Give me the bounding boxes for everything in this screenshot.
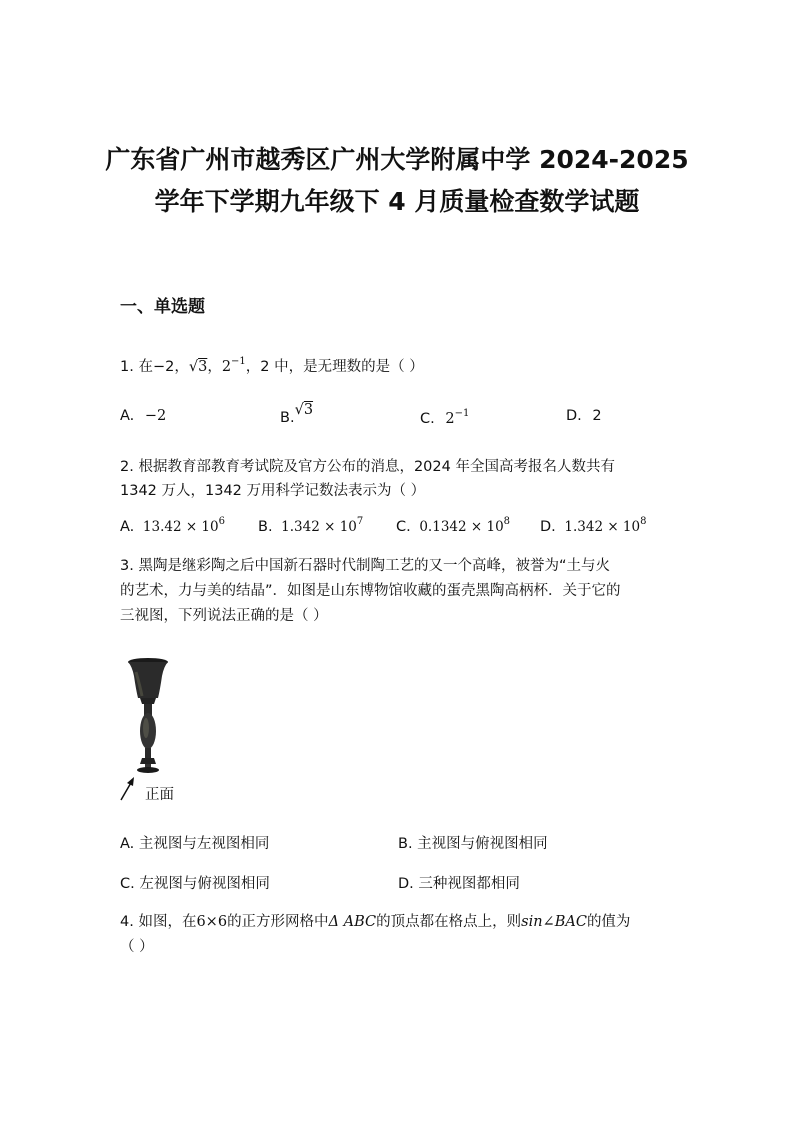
q1-sep: ， bbox=[207, 359, 222, 375]
q2-option-a[interactable] bbox=[120, 516, 225, 535]
question-3-line3: 三视图，下列说法正确的是（ ） bbox=[120, 608, 328, 624]
question-2-line1: 2. 根据教育部教育考试院及官方公布的消息，2024 年全国高考报名人数共有 bbox=[120, 459, 615, 475]
sqrt-symbol: √ bbox=[294, 402, 304, 418]
option-label: C. bbox=[420, 411, 435, 427]
q1-stem-start: 1. 在−2， bbox=[120, 359, 189, 375]
option-value: 2 bbox=[592, 408, 602, 424]
front-view-arrow-icon bbox=[118, 775, 138, 803]
q3-option-d[interactable]: D. 三种视图都相同 bbox=[398, 876, 520, 892]
q1-power-exp: −1 bbox=[231, 356, 246, 367]
q2-option-d[interactable] bbox=[540, 516, 647, 535]
option-label: D. bbox=[540, 519, 556, 535]
exam-title-line2: 学年下学期九年级下 4 月质量检查数学试题 bbox=[154, 187, 640, 216]
q2-option-c[interactable] bbox=[396, 516, 510, 535]
option-value: 2 bbox=[445, 411, 455, 427]
q1-option-d[interactable] bbox=[566, 408, 602, 424]
exam-title-line1: 广东省广州市越秀区广州大学附属中学 2024-2025 bbox=[105, 145, 689, 174]
q4-text-c: 的顶点都在格点上，则 bbox=[376, 914, 522, 930]
question-3-line2: 的艺术，力与美的结晶”．如图是山东博物馆收藏的蛋壳黑陶高柄杯．关于它的 bbox=[120, 583, 621, 599]
option-label: B. bbox=[258, 519, 273, 535]
q1-power-base: 2 bbox=[221, 359, 232, 375]
q2-option-b[interactable] bbox=[258, 516, 363, 535]
option-value: 13.42 × 10 bbox=[142, 519, 219, 535]
q1-sqrt-radicand: 3 bbox=[198, 359, 208, 375]
figure-label-front: 正面 bbox=[145, 787, 174, 803]
option-label: B. bbox=[280, 410, 295, 426]
q4-sin-expression: sin∠BAC bbox=[521, 914, 587, 930]
option-value: 3 bbox=[303, 402, 314, 418]
q4-text-b: 的正方形网格中 bbox=[227, 914, 329, 930]
q1-option-c[interactable] bbox=[420, 408, 469, 427]
option-exp: −1 bbox=[454, 408, 470, 419]
option-exp: 8 bbox=[503, 516, 511, 527]
q4-text-a: 4. 如图，在 bbox=[120, 914, 197, 930]
option-value: 1.342 × 10 bbox=[281, 519, 357, 535]
sqrt-symbol: √ bbox=[188, 359, 199, 375]
q4-text-d: 的值为 bbox=[586, 914, 631, 930]
q4-triangle: Δ ABC bbox=[328, 914, 377, 930]
q1-option-a[interactable] bbox=[120, 408, 166, 424]
question-3-line1: 3. 黑陶是继彩陶之后中国新石器时代制陶工艺的又一个高峰，被誉为“土与火 bbox=[120, 558, 610, 574]
q1-option-b[interactable] bbox=[280, 402, 314, 426]
q1-stem-end: ，2 中，是无理数的是（ ） bbox=[245, 359, 424, 375]
option-value: −2 bbox=[144, 408, 167, 424]
option-label: D. bbox=[566, 408, 582, 424]
option-label: A. bbox=[120, 519, 135, 535]
option-value: 0.1342 × 10 bbox=[419, 519, 504, 535]
option-label: A. bbox=[120, 408, 135, 424]
option-label: C. bbox=[396, 519, 411, 535]
question-4-line1 bbox=[120, 910, 630, 931]
q3-option-b[interactable]: B. 主视图与俯视图相同 bbox=[398, 836, 548, 852]
q4-grid-size: 6×6 bbox=[196, 914, 228, 930]
question-4-line2: （ ） bbox=[120, 939, 154, 955]
option-value: 1.342 × 10 bbox=[564, 519, 641, 535]
section-heading: 一、单选题 bbox=[120, 297, 205, 317]
q3-option-c[interactable]: C. 左视图与俯视图相同 bbox=[120, 876, 270, 892]
q3-option-a[interactable]: A. 主视图与左视图相同 bbox=[120, 836, 270, 852]
question-2-line2: 1342 万人，1342 万用科学记数法表示为（ ） bbox=[120, 483, 426, 499]
option-exp: 8 bbox=[640, 516, 647, 527]
option-exp: 6 bbox=[218, 516, 225, 527]
option-exp: 7 bbox=[356, 516, 364, 527]
question-1-stem bbox=[120, 355, 424, 376]
